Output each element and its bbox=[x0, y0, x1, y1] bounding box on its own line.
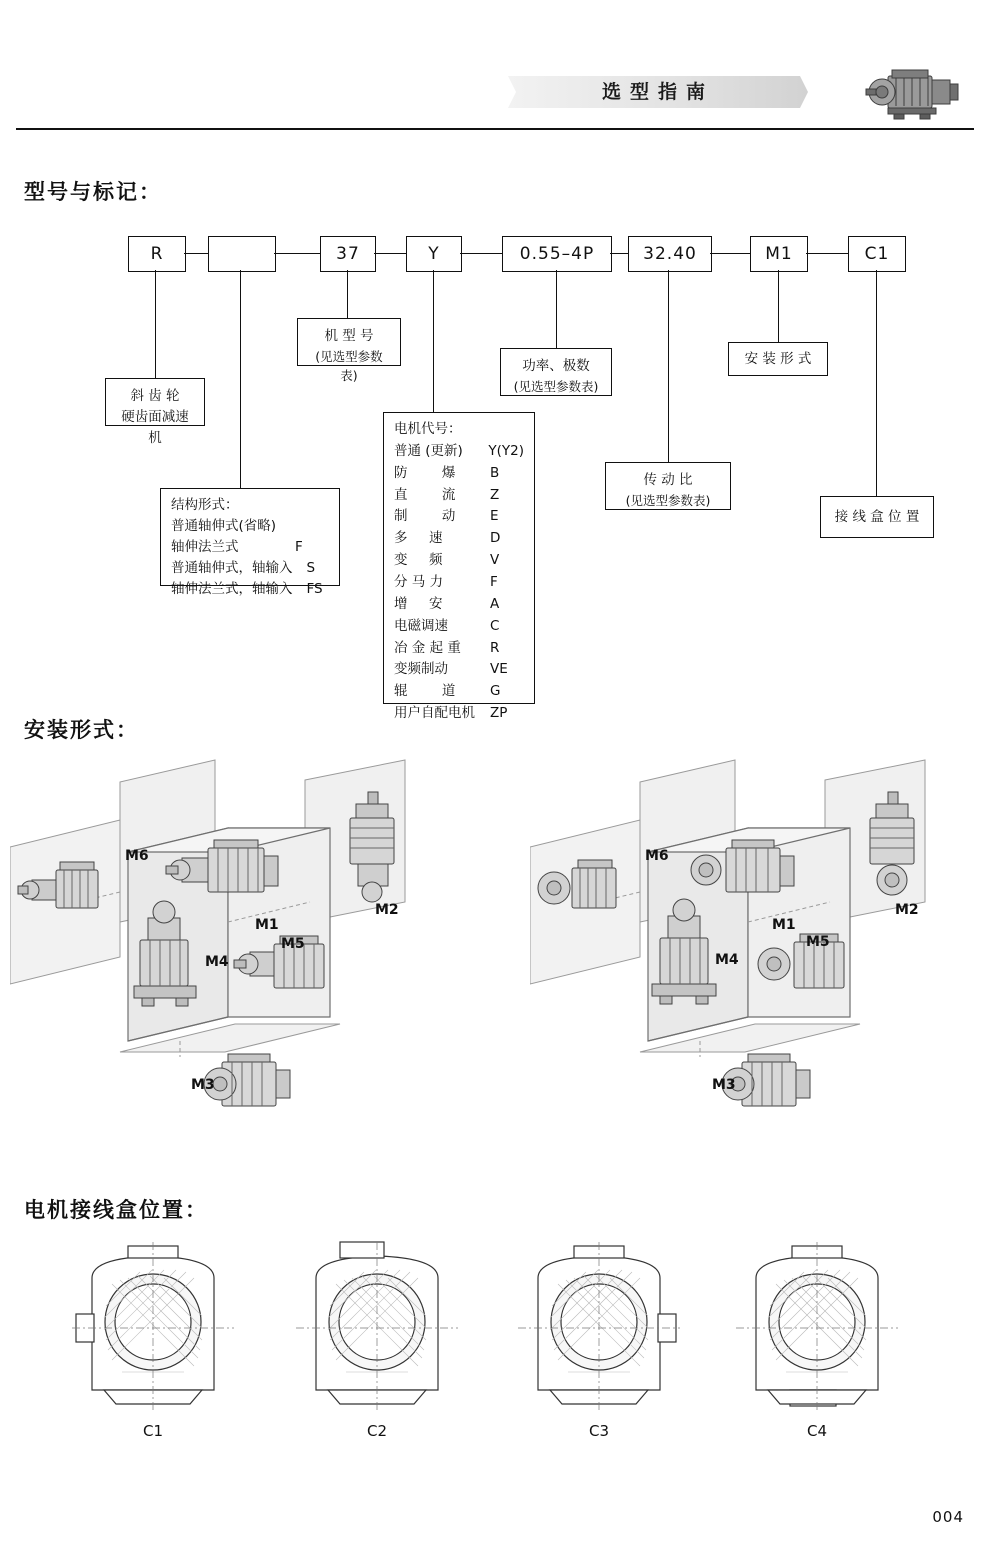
code-connector bbox=[274, 253, 320, 254]
note-frame-line2: (见选型参数表) bbox=[315, 348, 383, 384]
code-box-series: R bbox=[128, 236, 186, 272]
motor-code-label: 多 速 bbox=[394, 530, 443, 547]
code-box-terminal: C1 bbox=[848, 236, 906, 272]
structure-row bbox=[171, 537, 329, 558]
leader-series bbox=[155, 270, 156, 378]
motor-code-row bbox=[394, 528, 524, 550]
structure-code: F bbox=[295, 538, 303, 555]
note-frame-line1: 机 型 号 bbox=[324, 328, 374, 344]
note-power-line2: (见选型参数表) bbox=[513, 378, 599, 394]
motor-code-row bbox=[394, 638, 524, 660]
motor-code-row bbox=[394, 703, 524, 725]
note-ratio-line2: (见选型参数表) bbox=[625, 492, 711, 508]
mounting-diagram-right bbox=[530, 752, 990, 1162]
mount-label-m5: M5 bbox=[806, 934, 830, 950]
note-mounting-line1: 安 装 形 式 bbox=[744, 350, 812, 367]
leader-mounting bbox=[778, 270, 779, 342]
motor-code-value: G bbox=[490, 683, 501, 700]
note-structure bbox=[160, 488, 340, 597]
terminal-drawing-c2 bbox=[292, 1240, 462, 1415]
motor-code-row bbox=[394, 681, 524, 703]
motor-code-label: 电磁调速 bbox=[394, 617, 448, 634]
motor-code-row bbox=[394, 506, 524, 528]
note-motor-codes bbox=[383, 412, 535, 722]
motor-code-row bbox=[394, 550, 524, 572]
motor-code-value: C bbox=[490, 617, 500, 634]
code-connector bbox=[184, 253, 208, 254]
motor-code-value: F bbox=[490, 574, 498, 591]
motor-code-row bbox=[394, 616, 524, 638]
mounting-diagrams bbox=[0, 752, 990, 1172]
motor-code-label: 增 安 bbox=[394, 595, 443, 612]
structure-row bbox=[171, 579, 329, 600]
motor-code-label: 变频制动 bbox=[394, 661, 448, 678]
code-box-mounting: M1 bbox=[750, 236, 808, 272]
motor-code-value: VE bbox=[490, 661, 508, 678]
motor-code-value: Z bbox=[490, 486, 500, 503]
motor-code-row bbox=[394, 594, 524, 616]
code-box-power: 0.55–4P bbox=[502, 236, 612, 272]
motor-code-label: 普通 (更新) bbox=[394, 442, 463, 459]
structure-code: S bbox=[306, 559, 316, 576]
mounting-diagram-left bbox=[10, 752, 480, 1162]
code-connector bbox=[460, 253, 502, 254]
leader-frame bbox=[347, 270, 348, 318]
unit-m2 bbox=[870, 792, 914, 895]
terminal-label-c3: C3 bbox=[588, 1422, 610, 1440]
motor-code-label: 分 马 力 bbox=[394, 574, 444, 591]
code-connector bbox=[710, 253, 750, 254]
mount-label-m5: M5 bbox=[281, 936, 305, 952]
motor-code-row bbox=[394, 659, 524, 681]
note-frame bbox=[297, 318, 401, 384]
motor-codes-title: 电机代号： bbox=[394, 421, 462, 437]
note-series-line1: 斜 齿 轮 bbox=[130, 388, 180, 404]
motor-code-value: A bbox=[490, 595, 500, 612]
motor-code-label: 冶 金 起 重 bbox=[394, 639, 461, 656]
motor-code-label: 变 频 bbox=[394, 552, 443, 569]
motor-code-row bbox=[394, 463, 524, 485]
mount-label-m1: M1 bbox=[255, 917, 279, 933]
note-power-line1: 功率、极数 bbox=[522, 358, 590, 374]
motor-code-value: B bbox=[490, 464, 500, 481]
code-box-ratio: 32.40 bbox=[628, 236, 712, 272]
page-header bbox=[0, 0, 990, 132]
code-connector bbox=[610, 253, 628, 254]
motor-code-label: 防 爆 bbox=[394, 464, 456, 481]
structure-row bbox=[171, 558, 329, 579]
motor-code-row bbox=[394, 441, 524, 463]
note-terminal-line1: 接 线 盒 位 置 bbox=[834, 508, 920, 525]
mount-label-m3: M3 bbox=[191, 1077, 215, 1093]
leader-ratio bbox=[668, 270, 669, 462]
code-connector bbox=[806, 253, 848, 254]
unit-m3 bbox=[204, 1054, 290, 1106]
terminal-label-c1: C1 bbox=[142, 1422, 164, 1440]
motor-code-label: 辊 道 bbox=[394, 683, 456, 700]
mount-label-m2: M2 bbox=[895, 902, 919, 918]
leader-power bbox=[556, 270, 557, 348]
header-banner bbox=[508, 76, 808, 108]
note-ratio bbox=[605, 462, 731, 510]
motor-code-label: 制 动 bbox=[394, 508, 456, 525]
note-terminal bbox=[820, 496, 934, 538]
structure-label: 普通轴伸式(省略) bbox=[171, 517, 277, 534]
note-series bbox=[105, 378, 205, 446]
note-ratio-line1: 传 动 比 bbox=[643, 472, 693, 488]
leader-structure bbox=[240, 270, 241, 488]
mount-label-m4: M4 bbox=[205, 954, 229, 970]
mount-label-m1: M1 bbox=[772, 917, 796, 933]
motor-code-value: V bbox=[490, 552, 500, 569]
terminal-label-c2: C2 bbox=[366, 1422, 388, 1440]
terminal-label-c4: C4 bbox=[806, 1422, 828, 1440]
structure-label: 轴伸法兰式，轴输入 bbox=[171, 580, 293, 597]
section-title-model: 型号与标记： bbox=[24, 180, 162, 204]
leader-motor bbox=[433, 270, 434, 412]
mount-label-m2: M2 bbox=[375, 902, 399, 918]
motor-code-label: 直 流 bbox=[394, 486, 456, 503]
mount-label-m4: M4 bbox=[715, 952, 739, 968]
motor-code-row bbox=[394, 485, 524, 507]
structure-label: 普通轴伸式，轴输入 bbox=[171, 559, 293, 576]
terminal-box-row bbox=[0, 1240, 990, 1470]
structure-label: 轴伸法兰式 bbox=[171, 538, 239, 555]
code-box-structure bbox=[208, 236, 276, 272]
note-series-line2: 硬齿面减速机 bbox=[121, 408, 189, 446]
note-structure-title: 结构形式： bbox=[171, 497, 239, 513]
mount-label-m3: M3 bbox=[712, 1077, 736, 1093]
note-mounting bbox=[728, 342, 828, 376]
structure-code bbox=[295, 516, 329, 537]
header-title: 选型指南 bbox=[601, 81, 714, 103]
section-title-mounting: 安装形式： bbox=[24, 718, 139, 742]
header-divider bbox=[16, 128, 974, 130]
page-number: 004 bbox=[932, 1508, 964, 1526]
mount-label-m6: M6 bbox=[645, 848, 669, 864]
terminal-drawing-c4 bbox=[732, 1240, 902, 1415]
section-title-terminal: 电机接线盒位置： bbox=[24, 1198, 208, 1222]
code-box-motor: Y bbox=[406, 236, 462, 272]
code-box-frame: 37 bbox=[320, 236, 376, 272]
structure-code: FS bbox=[306, 580, 323, 597]
mount-label-m6: M6 bbox=[125, 848, 149, 864]
motor-code-value: Y(Y2) bbox=[488, 442, 524, 459]
motor-code-row bbox=[394, 572, 524, 594]
note-power bbox=[500, 348, 612, 396]
motor-code-value: R bbox=[490, 639, 500, 656]
leader-terminal bbox=[876, 270, 877, 496]
motor-code-value: D bbox=[490, 530, 501, 547]
structure-row bbox=[171, 516, 329, 537]
terminal-drawing-c3 bbox=[514, 1240, 684, 1415]
code-connector bbox=[374, 253, 406, 254]
motor-code-label: 用户自配电机 bbox=[394, 705, 475, 722]
terminal-drawing-c1 bbox=[68, 1240, 238, 1415]
motor-code-value: ZP bbox=[490, 705, 508, 722]
gear-motor-icon bbox=[858, 62, 968, 124]
motor-code-value: E bbox=[490, 508, 499, 525]
